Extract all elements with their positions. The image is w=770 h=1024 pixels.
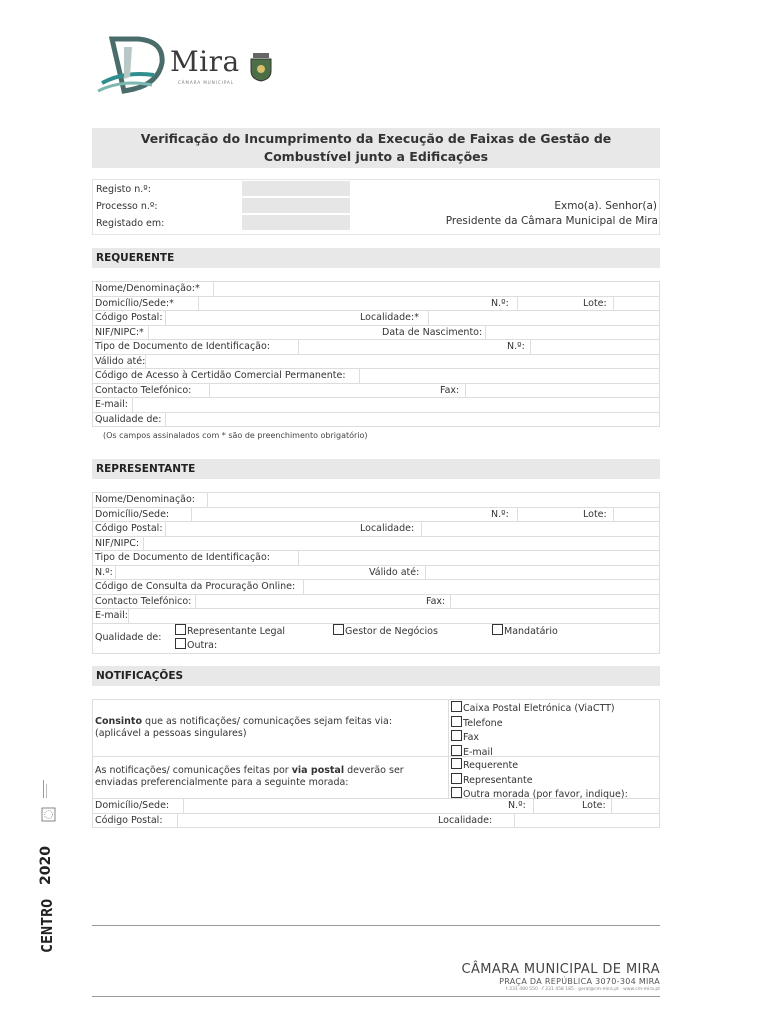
rep-row-nif[interactable] (93, 537, 660, 552)
registado-field[interactable] (242, 215, 350, 230)
req-numero-label: N.º: (491, 297, 509, 309)
footer-bottom-divider (92, 996, 660, 997)
rep-row-numero-valido[interactable] (93, 566, 660, 581)
postal-bold: via postal (291, 765, 345, 776)
req-row-valido[interactable] (93, 355, 660, 370)
opt-mandatario[interactable] (492, 624, 558, 639)
opt-viactt[interactable] (451, 701, 615, 716)
req-fax-label: Fax: (440, 384, 460, 396)
req-domicilio-label: Domicílio/Sede:* (95, 297, 174, 309)
consent-options (451, 701, 615, 759)
required-fields-note: (Os campos assinalados com * são de preenchimento obrigatório) (103, 431, 368, 440)
rep-codigo-postal-label: Código Postal: (95, 523, 163, 534)
registado-label: Registado em: (96, 218, 165, 229)
year-2020-text: 2020 (38, 846, 54, 885)
req-row-qualidade[interactable] (93, 413, 660, 428)
centro-logo (36, 895, 62, 953)
notif-row-postal (93, 757, 660, 799)
rep-row-email[interactable] (93, 609, 660, 624)
opt-telefone[interactable] (451, 716, 615, 731)
rep-email-label: E-mail: (95, 610, 128, 621)
req-row-tipo-doc[interactable] (93, 340, 660, 355)
req-nome-label: Nome/Denominação:* (95, 283, 200, 294)
rep-valido-label: Válido até: (369, 566, 420, 578)
representante-checkbox[interactable] (451, 773, 462, 784)
processo-label: Processo n.º: (96, 201, 158, 212)
email-label: E-mail (463, 746, 493, 758)
postal-post: deverão ser (344, 765, 404, 776)
req-row-codigo-postal[interactable] (93, 311, 660, 326)
requerente-section-header: REQUERENTE (92, 248, 660, 268)
rep-row-domicilio[interactable] (93, 508, 660, 523)
rep-row-codigo-postal[interactable] (93, 522, 660, 537)
representante-section-header: REPRESENTANTE (92, 459, 660, 479)
notif-row-codigo-postal[interactable] (93, 814, 660, 829)
rep-contacto-label: Contacto Telefónico: (95, 595, 192, 607)
req-data-nascimento-label: Data de Nascimento: (382, 326, 483, 338)
eu-flag-icon (40, 778, 58, 828)
addressee-line-2: Presidente da Câmara Municipal de Mira (445, 215, 658, 227)
rep-nome-label: Nome/Denominação: (95, 494, 196, 505)
postal-options (451, 758, 628, 802)
registo-label: Registo n.º: (96, 184, 151, 195)
consent-rest: que as notificações/ comunicações sejam feitas via: (142, 716, 393, 727)
gestor-negocios-label: Gestor de Negócios (345, 625, 438, 637)
req-localidade-label: Localidade:* (360, 312, 419, 323)
requerente-form (92, 281, 660, 427)
viactt-label: Caixa Postal Eletrónica (ViaCTT) (463, 703, 615, 714)
outra-morada-label: Outra morada (por favor, indique): (463, 789, 628, 800)
opt-outra[interactable] (175, 638, 217, 653)
req-tipo-doc-label: Tipo de Documento de Identificação: (95, 341, 270, 352)
req-row-nome[interactable] (93, 282, 660, 297)
postal-pre: As notificações/ comunicações feitas por (95, 765, 292, 776)
centro-text: CENTRO (38, 898, 56, 953)
postal-text (95, 765, 404, 789)
notif-numero-label: N.º: (508, 800, 526, 811)
fax-label: Fax (463, 732, 480, 743)
coat-of-arms-icon (246, 51, 276, 83)
rep-lote-label: Lote: (583, 508, 607, 520)
notif-lote-label: Lote: (582, 800, 606, 811)
notificacoes-section-header: NOTIFICAÇÕES (92, 666, 660, 686)
rep-row-codigo-consulta[interactable] (93, 580, 660, 595)
rep-fax-label: Fax: (426, 595, 446, 607)
notificacoes-form (92, 699, 660, 828)
addressee-line-1: Exmo(a). Senhor(a) (554, 200, 657, 212)
opt-requerente[interactable] (451, 758, 628, 773)
req-row-email[interactable] (93, 398, 660, 413)
representante-legal-checkbox[interactable] (175, 624, 186, 635)
opt-representante[interactable] (451, 773, 628, 788)
logo-subtext: CÂMARA MUNICIPAL (178, 80, 234, 85)
notif-codigo-postal-label: Código Postal: (95, 814, 163, 826)
req-qualidade-label: Qualidade de: (95, 413, 162, 425)
notif-row-domicilio[interactable] (93, 799, 660, 814)
telefone-checkbox[interactable] (451, 716, 462, 727)
registo-field[interactable] (242, 181, 350, 196)
rep-qualidade-label: Qualidade de: (95, 631, 162, 643)
eu-funding-logo (40, 778, 58, 828)
representante-form (92, 492, 660, 654)
telefone-label: Telefone (463, 717, 503, 729)
rep-doc-numero-label: N.º: (95, 566, 113, 578)
req-codigo-postal-label: Código Postal: (95, 312, 163, 323)
notif-row-consent (93, 700, 660, 757)
rep-nif-label: NIF/NIPC: (95, 537, 140, 549)
rep-row-contacto[interactable] (93, 595, 660, 610)
title-line-2: Combustível junto a Edificações (263, 149, 489, 164)
req-row-domicilio[interactable] (93, 297, 660, 312)
req-row-contacto[interactable] (93, 384, 660, 399)
rep-row-tipo-doc[interactable] (93, 551, 660, 566)
mira-emblem-icon (94, 33, 174, 97)
document-title (92, 128, 660, 168)
req-doc-numero-label: N.º: (507, 341, 525, 352)
rep-numero-label: N.º: (491, 508, 509, 520)
outra-morada-checkbox[interactable] (451, 787, 462, 798)
portugal-2020-logo (36, 835, 62, 885)
title-line-1: Verificação do Incumprimento da Execução de Faixas de Gestão de (140, 131, 612, 146)
req-contacto-label: Contacto Telefónico: (95, 384, 192, 396)
opt-fax[interactable] (451, 730, 615, 745)
footer-top-divider (92, 925, 660, 926)
mandatario-label: Mandatário (504, 625, 558, 637)
email-checkbox[interactable] (451, 745, 462, 756)
rep-row-qualidade (93, 624, 660, 654)
req-lote-label: Lote: (583, 297, 607, 309)
gestor-negocios-checkbox[interactable] (333, 624, 344, 635)
req-valido-label: Válido até: (95, 355, 146, 367)
rep-row-nome[interactable] (93, 493, 660, 508)
logo-wordmark: Mira (170, 45, 240, 78)
footer-address: PRAÇA DA REPÚBLICA 3070-304 MIRA (499, 977, 660, 986)
req-nif-label: NIF/NIPC:* (95, 326, 144, 338)
outra-label: Outra: (187, 639, 218, 651)
processo-field[interactable] (242, 198, 350, 213)
footer-contacts: t 231 480 550 · f 231 458 185 · geral@cm-mira.pt · www.cm-mira.pt (506, 987, 660, 992)
consent-line-2: (aplicável a pessoas singulares) (95, 728, 247, 739)
rep-domicilio-label: Domicílio/Sede: (95, 508, 170, 520)
rep-tipo-doc-label: Tipo de Documento de Identificação: (95, 552, 270, 563)
rep-localidade-label: Localidade: (360, 523, 415, 534)
notif-localidade-label: Localidade: (438, 814, 493, 826)
fax-checkbox[interactable] (451, 730, 462, 741)
consent-text (95, 716, 392, 740)
representante-label: Representante (463, 774, 533, 786)
mandatario-checkbox[interactable] (492, 624, 503, 635)
req-codigo-acesso-label: Código de Acesso à Certidão Comercial Permanente: (95, 370, 346, 381)
req-email-label: E-mail: (95, 399, 128, 410)
requerente-label: Requerente (463, 760, 519, 771)
viactt-checkbox[interactable] (451, 701, 462, 712)
postal-line-2: enviadas preferencialmente para a seguinte morada: (95, 777, 349, 788)
notif-domicilio-label: Domicílio/Sede: (95, 800, 170, 811)
req-row-nif[interactable] (93, 326, 660, 341)
requerente-checkbox[interactable] (451, 758, 462, 769)
opt-representante-legal[interactable] (175, 624, 285, 639)
consent-bold: Consinto (95, 716, 143, 727)
rep-codigo-consulta-label: Código de Consulta da Procuração Online: (95, 581, 296, 592)
outra-checkbox[interactable] (175, 638, 186, 649)
representante-legal-label: Representante Legal (187, 625, 286, 637)
req-row-codigo-acesso[interactable] (93, 369, 660, 384)
footer-title: CÂMARA MUNICIPAL DE MIRA (461, 962, 660, 977)
opt-gestor-negocios[interactable] (333, 624, 438, 639)
